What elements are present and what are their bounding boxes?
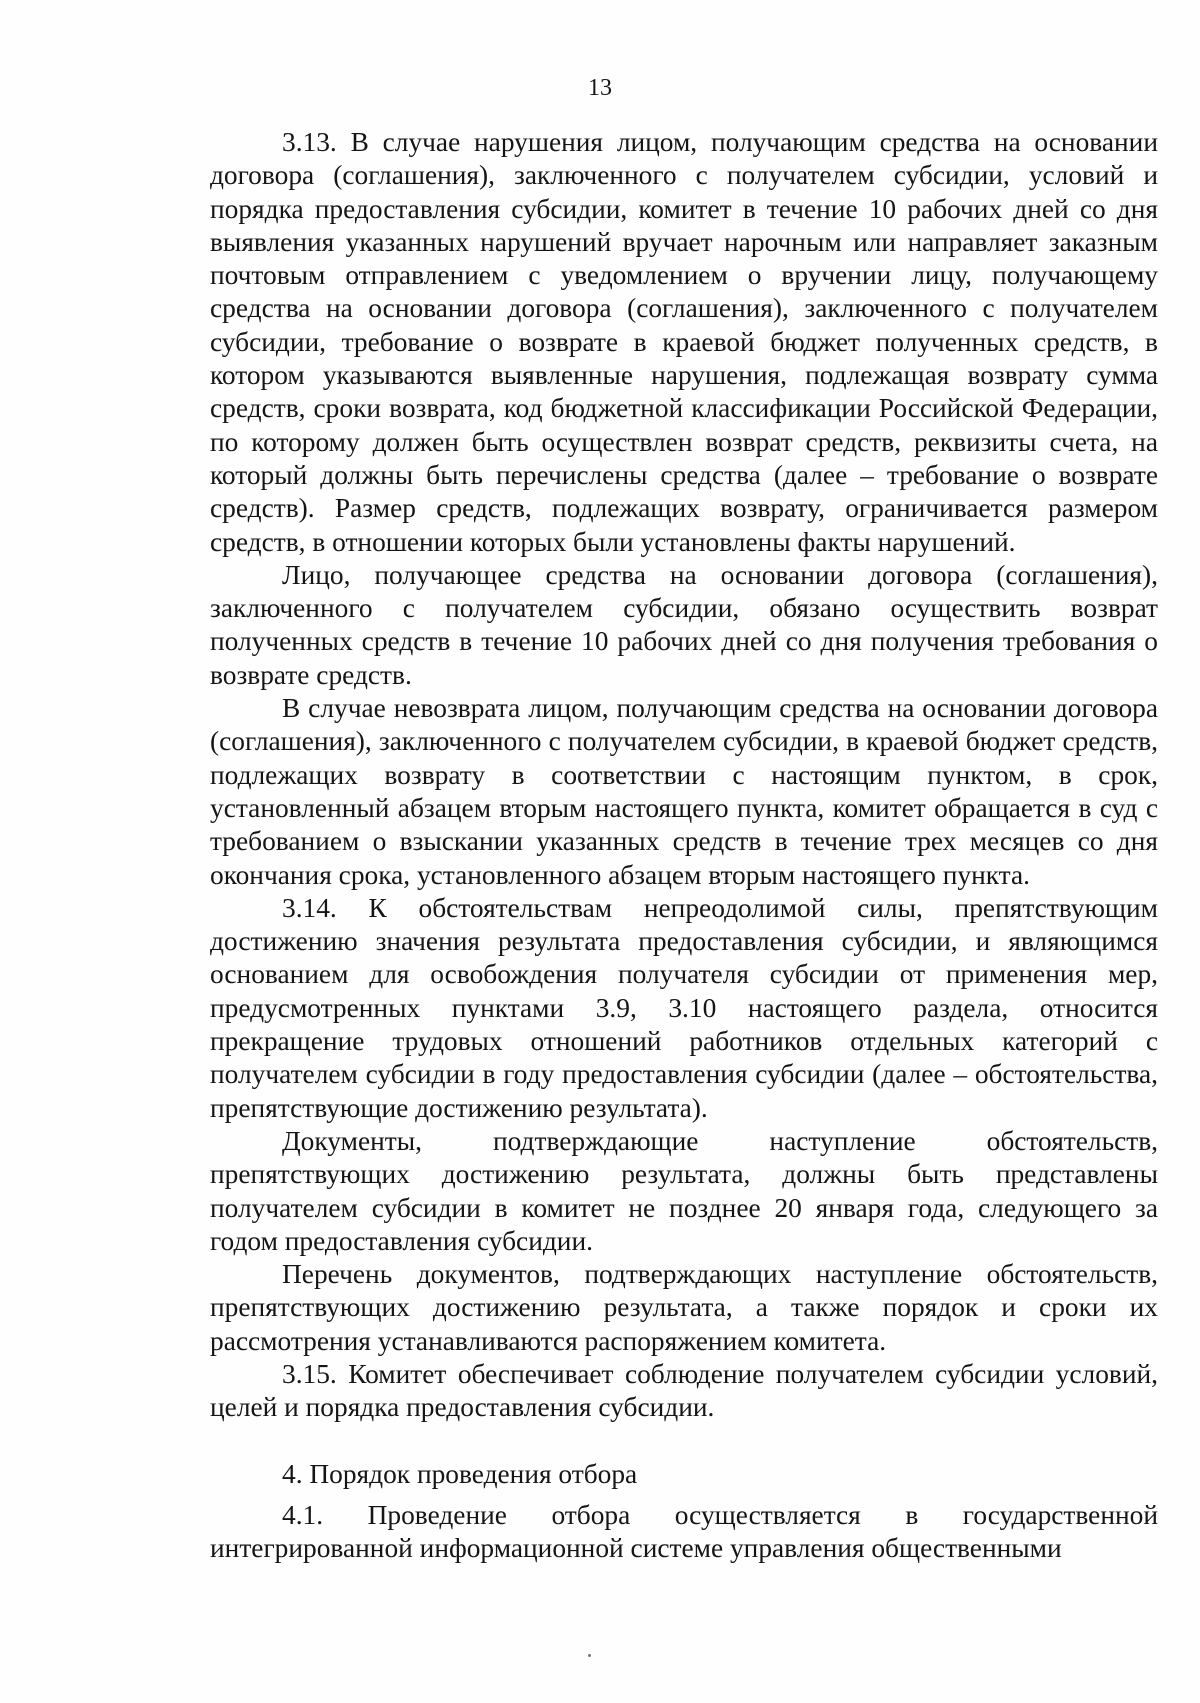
scan-speck bbox=[588, 1654, 591, 1657]
paragraph-3-13-return: Лицо, получающее средства на основании договора (соглашения), заключенного с получателем субсидии, обязано осуществить возврат полученных средств в течение 10 рабочих дней со дня получения требования о возврате средств. bbox=[210, 559, 1158, 690]
paragraph-4-1: 4.1. Проведение отбора осуществляется в государственной интегрированной информационной системе управления общественными bbox=[210, 1499, 1158, 1564]
document-body bbox=[210, 126, 1158, 1565]
paragraph-3-13-court: В случае невозврата лицом, получающим средства на основании договора (соглашения), заключенного с получателем субсидии, в краевой бюджет средств, подлежащих возврату в соответствии с настоящим пунктом, в срок, установленный абзацем вторым настоящего пункта, комитет обращается в суд с требованием о взыскании указанных средств в течение трех месяцев со дня окончания срока, установленного абзацем вторым настоящего пункта. bbox=[210, 693, 1158, 890]
paragraph-3-14-list: Перечень документов, подтверждающих наступление обстоятельств, препятствующих достижению результата, а также порядок и сроки их рассмотрения устанавливаются распоряжением комитета. bbox=[210, 1259, 1158, 1356]
paragraph-3-13: 3.13. В случае нарушения лицом, получающим средства на основании договора (соглашения), заключенного с получателем субсидии, условий и порядка предоставления субсидии, комитет в течение 10 рабочих дней со дня выявления указанных нарушений вручает нарочным или направляет заказным почтовым отправлением с уведомлением о вручении лицу, получающему средства на основании договора (соглашения), заключенного с получателем субсидии, требование о возврате в краевой бюджет полученных средств, в котором указываются выявленные нарушения, подлежащая возврату сумма средств, сроки возврата, код бюджетной классификации Российской Федерации, по которому должен быть осуществлен возврат средств, реквизиты счета, на который должны быть перечислены средства (далее – требование о возврате средств). Размер средств, подлежащих возврату, ограничивается размером средств, в отношении которых были установлены факты нарушений. bbox=[210, 127, 1158, 557]
section-heading: 4. Порядок проведения отбора bbox=[282, 1458, 638, 1489]
paragraph-3-14-documents: Документы, подтверждающие наступление обстоятельств, препятствующих достижению результата, должны быть представлены получателем субсидии в комитет не позднее 20 января года, следующего за годом предоставления субсидии. bbox=[210, 1125, 1158, 1256]
paragraph-3-15: 3.15. Комитет обеспечивает соблюдение получателем субсидии условий, целей и порядка предоставления субсидии. bbox=[210, 1358, 1158, 1423]
paragraph-3-14: 3.14. К обстоятельствам непреодолимой силы, препятствующим достижению значения результата предоставления субсидии, и являющимся основанием для освобождения получателя субсидии от применения мер, предусмотренных пунктами 3.9, 3.10 настоящего раздела, относится прекращение трудовых отношений работников отдельных категорий с получателем субсидии в году предоставления субсидии (далее – обстоятельства, препятствующие достижению результата). bbox=[210, 892, 1158, 1123]
page-number: 13 bbox=[588, 75, 612, 101]
